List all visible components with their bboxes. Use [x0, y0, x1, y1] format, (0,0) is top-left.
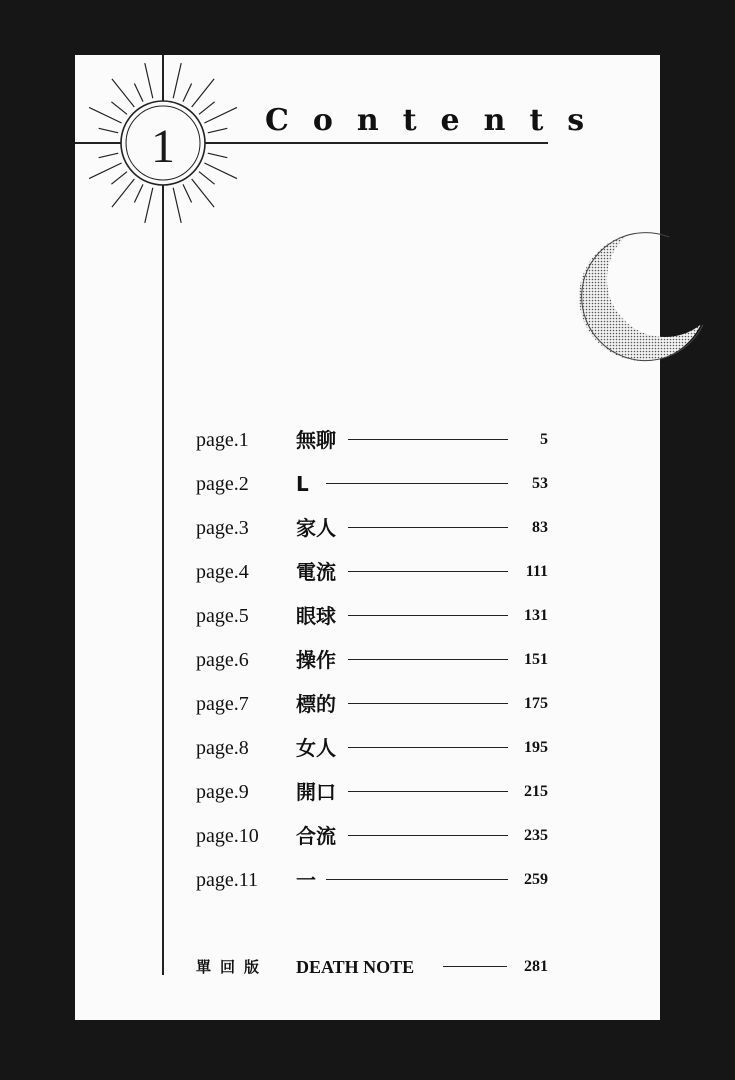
chapter-row[interactable] — [196, 601, 548, 631]
chapter-start-page: 131 — [524, 607, 548, 624]
chapter-start-page: 259 — [524, 871, 548, 888]
leader-rule — [348, 571, 508, 572]
chapter-row[interactable] — [196, 557, 548, 587]
chapter-page-label: page.2 — [196, 473, 249, 495]
chapter-row[interactable] — [196, 689, 548, 719]
leader-rule — [326, 879, 508, 880]
chapter-title: 電流 — [296, 560, 336, 584]
leader-rule — [348, 791, 508, 792]
chapter-start-page: 83 — [532, 519, 548, 536]
chapter-title: L — [296, 472, 309, 496]
chapter-page-label: page.3 — [196, 517, 249, 539]
chapter-page-label: page.5 — [196, 605, 249, 627]
chapter-start-page: 195 — [524, 739, 548, 756]
leader-rule — [348, 703, 508, 704]
chapter-row[interactable] — [196, 821, 548, 851]
volume-number: 1 — [151, 120, 175, 173]
chapter-start-page: 235 — [524, 827, 548, 844]
chapter-title: 家人 — [296, 516, 336, 540]
leader-rule — [348, 527, 508, 528]
contents-page — [75, 55, 660, 1020]
chapter-page-label: page.7 — [196, 693, 249, 715]
chapter-row[interactable] — [196, 733, 548, 763]
chapter-page-label: page.4 — [196, 561, 249, 583]
leader-rule — [348, 615, 508, 616]
chapter-row[interactable] — [196, 425, 548, 455]
chapter-start-page: 151 — [524, 651, 548, 668]
chapter-row[interactable] — [196, 469, 548, 499]
chapter-row[interactable] — [196, 645, 548, 675]
chapter-title: 標的 — [296, 692, 336, 716]
crescent-moon-icon — [573, 227, 713, 367]
chapter-start-page: 215 — [524, 783, 548, 800]
page-title: Contents — [265, 103, 609, 138]
chapter-title: 眼球 — [296, 604, 336, 628]
extra-label: 單回版 — [196, 958, 269, 976]
chapter-page-label: page.9 — [196, 781, 249, 803]
chapter-row[interactable] — [196, 513, 548, 543]
chapter-start-page: 5 — [540, 431, 548, 448]
chapter-start-page: 111 — [525, 563, 548, 580]
leader-rule — [348, 439, 508, 440]
chapter-page-label: page.10 — [196, 825, 259, 847]
chapter-page-label: page.11 — [196, 869, 259, 891]
chapter-title: 一 — [296, 868, 316, 892]
chapter-title: 開口 — [296, 780, 336, 804]
chapter-title: 合流 — [296, 824, 336, 848]
chapter-page-label: page.1 — [196, 429, 249, 451]
chapter-row[interactable] — [196, 865, 548, 895]
chapter-page-label: page.8 — [196, 737, 249, 759]
chapter-title: 女人 — [296, 736, 336, 760]
leader-rule — [348, 659, 508, 660]
chapter-page-label: page.6 — [196, 649, 249, 671]
leader-rule — [348, 747, 508, 748]
chapter-title: 無聊 — [296, 428, 336, 452]
chapter-row[interactable] — [196, 777, 548, 807]
chapter-start-page: 175 — [524, 695, 548, 712]
leader-rule — [443, 966, 507, 967]
leader-rule — [348, 835, 508, 836]
extra-title: DEATH NOTE — [296, 957, 415, 977]
chapter-start-page: 53 — [532, 475, 548, 492]
chapter-title: 操作 — [296, 648, 336, 672]
extra-start-page: 281 — [524, 958, 548, 975]
leader-rule — [326, 483, 508, 484]
extra-entry[interactable] — [196, 952, 548, 982]
